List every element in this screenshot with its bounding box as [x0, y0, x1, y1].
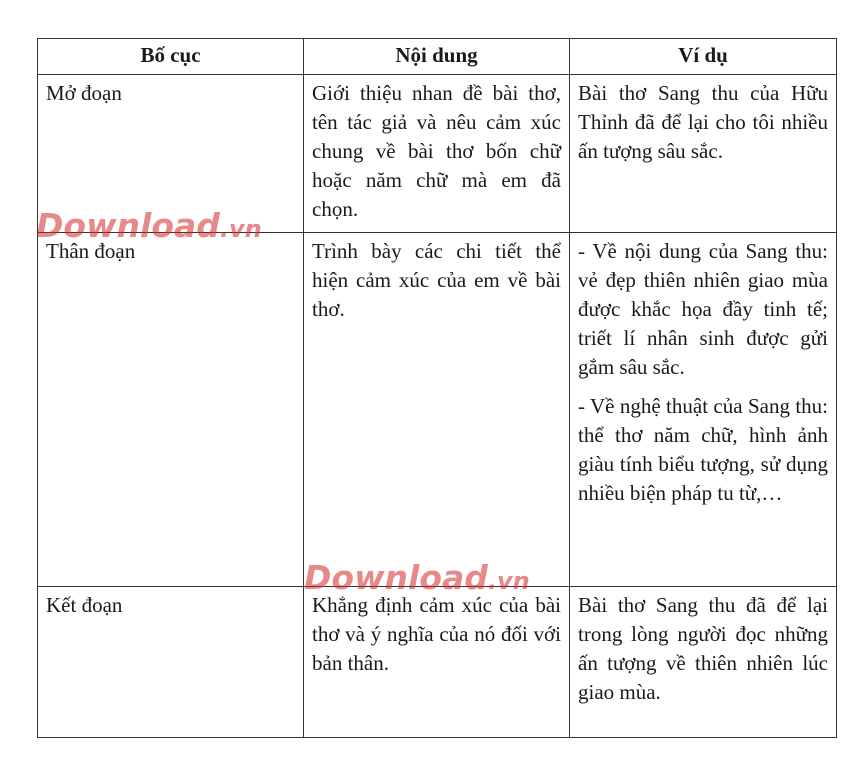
header-row [38, 39, 837, 75]
example-cell [570, 587, 837, 738]
table-row [38, 587, 837, 738]
header-structure: Bố cục [38, 39, 304, 75]
table-row [38, 233, 837, 587]
outline-table [37, 38, 837, 738]
content-cell: Khẳng định cảm xúc của bài thơ và ý nghĩa của nó đối với bản thân. [304, 587, 570, 738]
example-paragraph: - Về nội dung của Sang thu: vẻ đẹp thiên nhiên giao mùa được khắc họa đầy tinh tế; triết lí nhân sinh được gửi gắm sâu sắc. [578, 239, 828, 379]
example-paragraph: - Về nghệ thuật của Sang thu: thể thơ năm chữ, hình ảnh giàu tính biểu tượng, sử dụng nhiều biện pháp tu từ,… [578, 394, 828, 505]
header-example: Ví dụ [570, 39, 837, 75]
example-paragraph: Bài thơ Sang thu đã để lại trong lòng người đọc những ấn tượng về thiên nhiên lúc giao mùa. [578, 593, 828, 704]
content-cell: Giới thiệu nhan đề bài thơ, tên tác giả và nêu cảm xúc chung về bài thơ bốn chữ hoặc năm chữ mà em đã chọn. [304, 75, 570, 233]
table-row [38, 75, 837, 233]
example-cell [570, 75, 837, 233]
content-cell: Trình bày các chi tiết thể hiện cảm xúc của em về bài thơ. [304, 233, 570, 587]
section-cell: Thân đoạn [38, 233, 304, 587]
section-cell: Kết đoạn [38, 587, 304, 738]
example-paragraph: Bài thơ Sang thu của Hữu Thỉnh đã để lại cho tôi nhiều ấn tượng sâu sắc. [578, 81, 828, 163]
example-cell [570, 233, 837, 587]
watermark-logo: Download.vn [304, 558, 530, 597]
section-cell: Mở đoạn [38, 75, 304, 233]
watermark-logo: Download.vn [36, 206, 262, 245]
header-content: Nội dung [304, 39, 570, 75]
